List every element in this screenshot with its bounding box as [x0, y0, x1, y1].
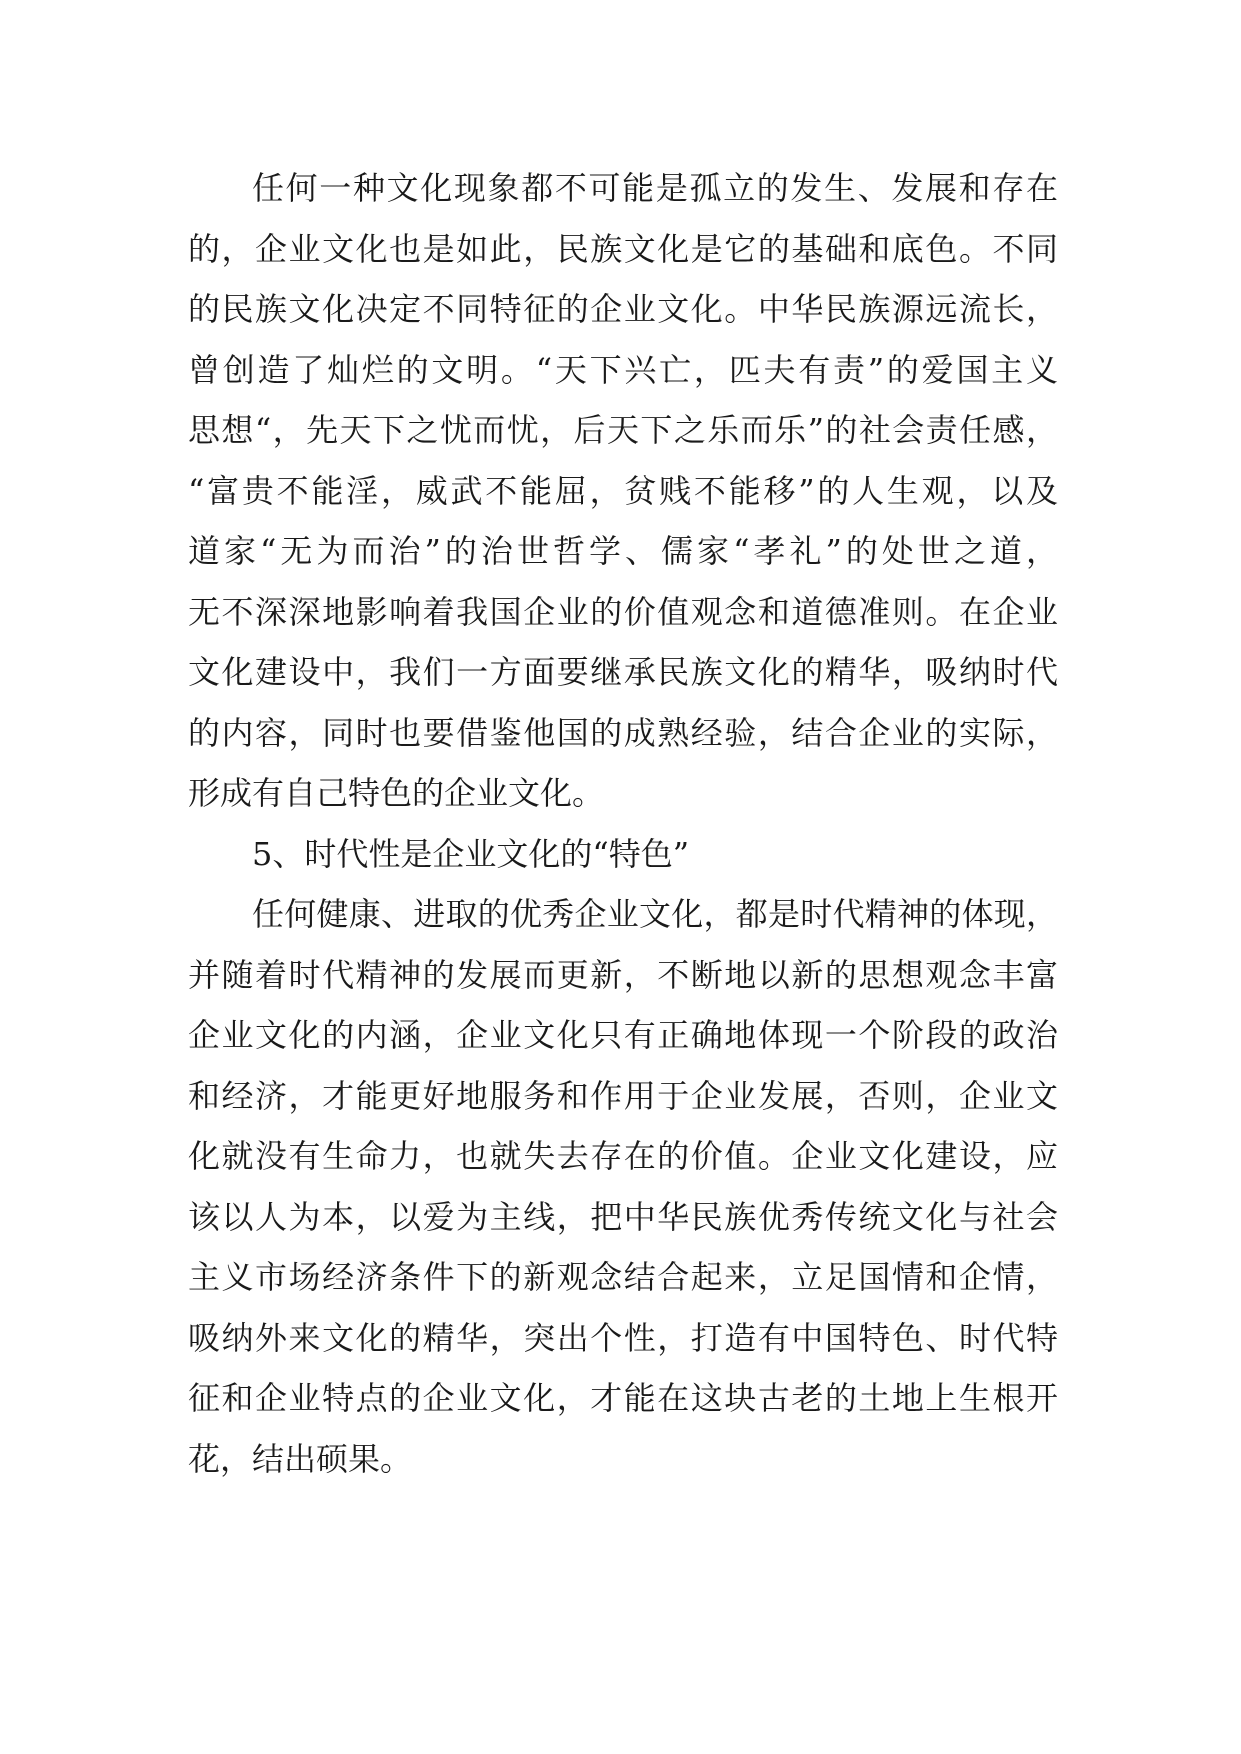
paragraph-1 — [188, 158, 1058, 824]
text-line: 的，企业文化也是如此，民族文化是它的基础和底色。不同 — [188, 229, 1058, 268]
section-heading: 5、时代性是企业文化的“特色” — [252, 834, 690, 873]
text-line: 思想“，先天下之忧而忧，后天下之乐而乐”的社会责任感， — [188, 411, 1058, 449]
text-line: 无不深深地影响着我国企业的价值观念和道德准则。在企业 — [188, 592, 1058, 631]
text-line: 和经济，才能更好地服务和作用于企业发展，否则，企业文 — [188, 1076, 1058, 1115]
text-line: 企业文化的内涵，企业文化只有正确地体现一个阶段的政治 — [188, 1016, 1058, 1054]
text-line: 并随着时代精神的发展而更新，不断地以新的思想观念丰富 — [188, 955, 1058, 994]
text-line: 花，结出硕果。 — [188, 1439, 413, 1478]
text-line: 的内容，同时也要借鉴他国的成熟经验，结合企业的实际， — [188, 713, 1058, 752]
text-line: 任何健康、进取的优秀企业文化，都是时代精神的体现， — [252, 895, 1058, 933]
text-line: 任何一种文化现象都不可能是孤立的发生、发展和存在 — [252, 169, 1058, 207]
text-line: 曾创造了灿烂的文明。“天下兴亡，匹夫有责”的爱国主义 — [188, 350, 1058, 389]
text-line: 征和企业特点的企业文化，才能在这块古老的土地上生根开 — [188, 1379, 1058, 1417]
text-line: 形成有自己特色的企业文化。 — [188, 774, 605, 812]
paragraph-2 — [188, 884, 1058, 1489]
text-line: 的民族文化决定不同特征的企业文化。中华民族源远流长， — [188, 290, 1058, 328]
text-line: “富贵不能淫，威武不能屈，贫贱不能移”的人生观，以及 — [188, 471, 1058, 510]
document-body — [188, 158, 1058, 1489]
text-line: 吸纳外来文化的精华，突出个性，打造有中国特色、时代特 — [188, 1318, 1058, 1357]
text-line: 该以人为本，以爱为主线，把中华民族优秀传统文化与社会 — [188, 1197, 1058, 1236]
text-line: 道家“无为而治”的治世哲学、儒家“孝礼”的处世之道， — [188, 532, 1058, 570]
text-line: 化就没有生命力，也就失去存在的价值。企业文化建设，应 — [188, 1137, 1058, 1175]
text-line: 主义市场经济条件下的新观念结合起来，立足国情和企情， — [188, 1258, 1058, 1296]
text-line: 文化建设中，我们一方面要继承民族文化的精华，吸纳时代 — [188, 653, 1058, 691]
